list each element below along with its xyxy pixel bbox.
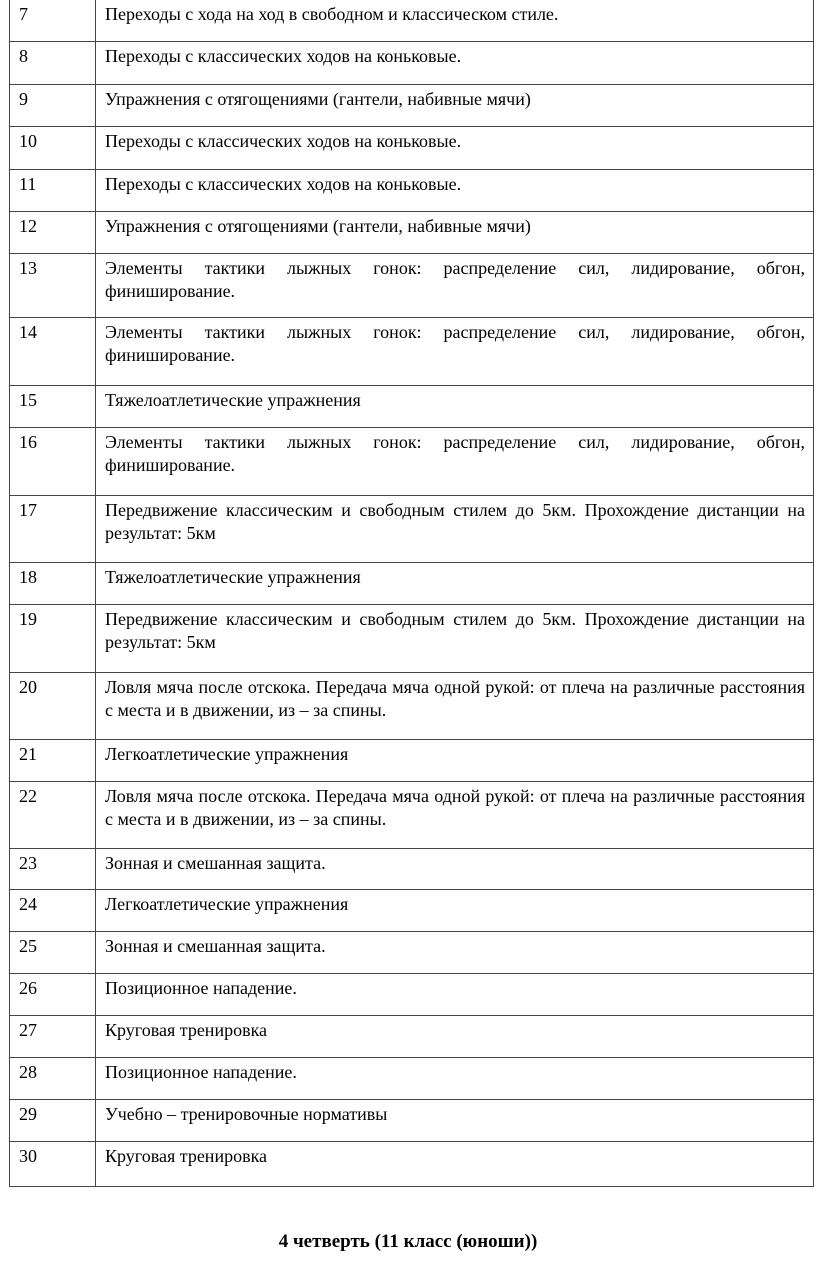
- table-row: [10, 253, 813, 317]
- lesson-number: 22: [10, 782, 96, 848]
- table-row: [10, 385, 813, 427]
- table-row: [10, 0, 813, 41]
- table-row: [10, 781, 813, 848]
- lesson-topic: Легкоатлетические упражнения: [105, 744, 349, 764]
- lesson-topic: Позиционное нападение.: [105, 978, 297, 998]
- lesson-number: 9: [10, 85, 96, 126]
- lesson-number: 10: [10, 127, 96, 169]
- lesson-topic: Зонная и смешанная защита.: [105, 936, 326, 956]
- lesson-topic: Легкоатлетические упражнения: [105, 894, 349, 914]
- lesson-topic: Ловля мяча после отскока. Передача мяча одной рукой: от плеча на различные расстояния с места и в движении, из – за спины.: [105, 677, 805, 720]
- table-row: [10, 672, 813, 739]
- lesson-topic: Круговая тренировка: [105, 1146, 268, 1166]
- lesson-topic: Зонная и смешанная защита.: [105, 853, 326, 873]
- table-row: [10, 931, 813, 973]
- lesson-number: 11: [10, 170, 96, 211]
- table-row: [10, 1057, 813, 1099]
- lesson-number: 21: [10, 740, 96, 781]
- table-row: [10, 317, 813, 385]
- lesson-number: 13: [10, 254, 96, 317]
- lesson-topic: Переходы с классических ходов на коньковые.: [105, 174, 462, 194]
- lesson-number: 17: [10, 496, 96, 562]
- lesson-number: 19: [10, 605, 96, 672]
- lesson-topic: Позиционное нападение.: [105, 1062, 297, 1082]
- lesson-topic: Круговая тренировка: [105, 1020, 268, 1040]
- lesson-topic: Упражнения с отягощениями (гантели, набивные мячи): [105, 216, 531, 236]
- table-row: [10, 1015, 813, 1057]
- table-row: [10, 1141, 813, 1186]
- lesson-number: 30: [10, 1142, 96, 1186]
- lesson-topic: Упражнения с отягощениями (гантели, набивные мячи): [105, 89, 531, 109]
- lesson-number: 15: [10, 386, 96, 427]
- lesson-number: 20: [10, 673, 96, 739]
- lesson-number: 18: [10, 563, 96, 604]
- lesson-topic: Переходы с хода на ход в свободном и классическом стиле.: [105, 4, 559, 24]
- lesson-topic: Элементы тактики лыжных гонок: распределение сил, лидирование, обгон, финиширование.: [105, 432, 805, 475]
- lesson-topic: Элементы тактики лыжных гонок: распределение сил, лидирование, обгон, финиширование.: [105, 258, 805, 301]
- table-row: [10, 84, 813, 126]
- lesson-topic: Передвижение классическим и свободным стилем до 5км. Прохождение дистанции на результат: 5км: [105, 609, 805, 652]
- table-row: [10, 739, 813, 781]
- lesson-topic: Ловля мяча после отскока. Передача мяча одной рукой: от плеча на различные расстояния с места и в движении, из – за спины.: [105, 786, 805, 829]
- lesson-plan-table: [9, 0, 814, 1187]
- table-row: [10, 427, 813, 495]
- lesson-topic: Элементы тактики лыжных гонок: распределение сил, лидирование, обгон, финиширование.: [105, 322, 805, 365]
- lesson-number: 26: [10, 974, 96, 1015]
- table-row: [10, 848, 813, 889]
- lesson-number: 28: [10, 1058, 96, 1099]
- table-row: [10, 126, 813, 169]
- lesson-number: 8: [10, 42, 96, 84]
- lesson-topic: Переходы с классических ходов на коньковые.: [105, 131, 462, 151]
- table-row: [10, 41, 813, 84]
- table-row: [10, 1099, 813, 1141]
- lesson-topic: Переходы с классических ходов на коньковые.: [105, 46, 462, 66]
- lesson-number: 7: [10, 0, 96, 41]
- lesson-number: 27: [10, 1016, 96, 1057]
- lesson-number: 29: [10, 1100, 96, 1141]
- table-row: [10, 211, 813, 253]
- lesson-number: 23: [10, 849, 96, 889]
- lesson-number: 14: [10, 318, 96, 385]
- lesson-number: 16: [10, 428, 96, 495]
- lesson-topic: Тяжелоатлетические упражнения: [105, 390, 361, 410]
- lesson-number: 25: [10, 932, 96, 973]
- lesson-topic: Тяжелоатлетические упражнения: [105, 567, 361, 587]
- table-row: [10, 973, 813, 1015]
- section-title: 4 четверть (11 класс (юноши)): [278, 1231, 538, 1252]
- table-row: [10, 889, 813, 931]
- lesson-number: 24: [10, 890, 96, 931]
- table-row: [10, 169, 813, 211]
- table-row: [10, 495, 813, 562]
- lesson-number: 12: [10, 212, 96, 253]
- lesson-topic: Учебно – тренировочные нормативы: [105, 1104, 388, 1124]
- lesson-topic: Передвижение классическим и свободным стилем до 5км. Прохождение дистанции на результат: 5км: [105, 500, 805, 543]
- table-row: [10, 604, 813, 672]
- table-row: [10, 562, 813, 604]
